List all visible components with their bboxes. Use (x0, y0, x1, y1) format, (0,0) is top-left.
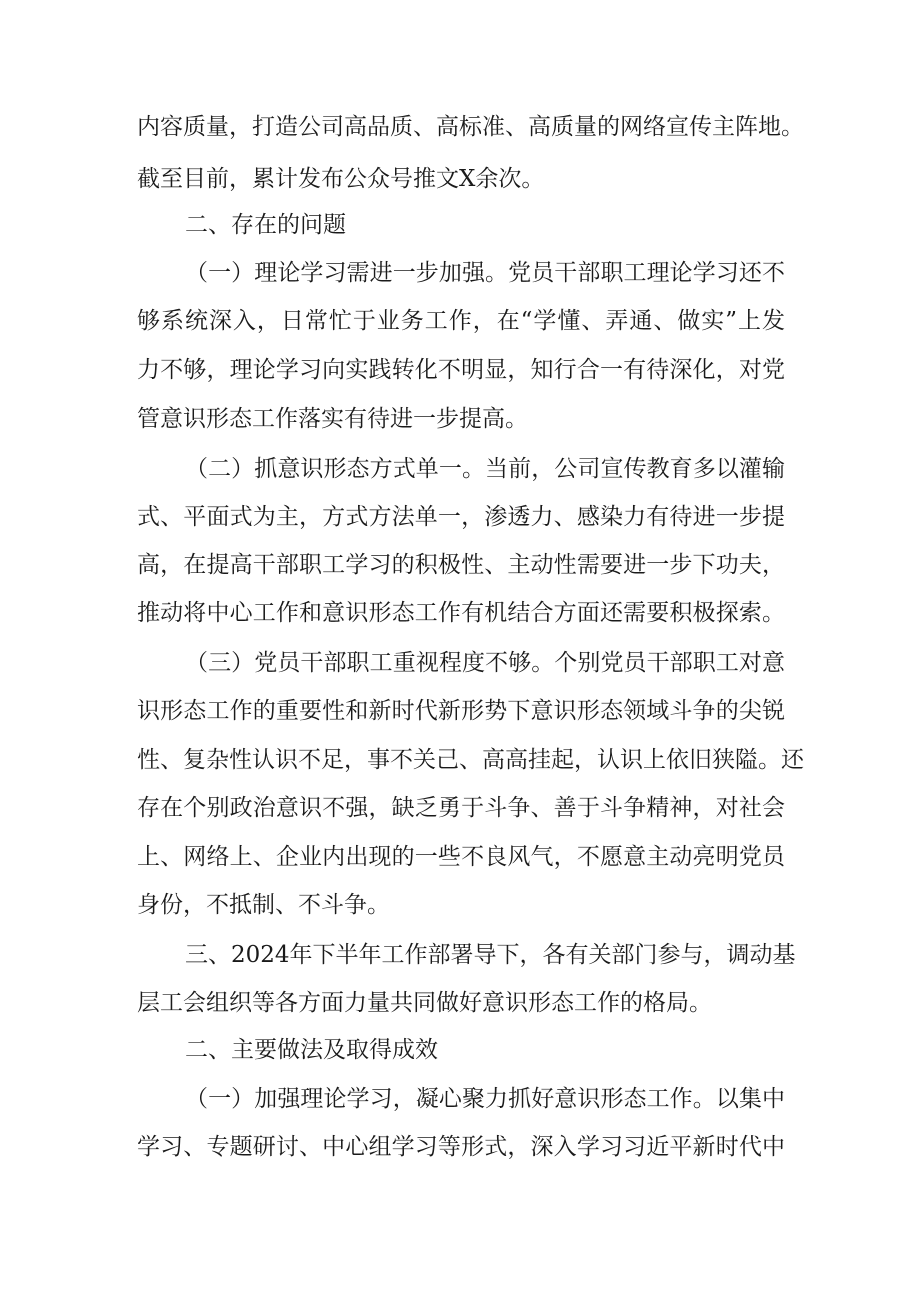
section-heading: 二、存在的问题 (185, 212, 346, 238)
text-line: （一）加强理论学习，凝心聚力抓好意识形态工作。以集中 (185, 1086, 785, 1112)
text-line: 够系统深入，日常忙于业务工作，在“学懂、弄通、做实”上发 (137, 308, 785, 334)
text-line: （一）理论学习需进一步加强。党员干部职工理论学习还不 (185, 260, 785, 286)
text-line: 上、网络上、企业内出现的一些不良风气，不愿意主动亮明党员 (137, 844, 785, 870)
text-line: 力不够，理论学习向实践转化不明显，知行合一有待深化，对党 (137, 357, 785, 383)
text-line: （三）党员干部职工重视程度不够。个别党员干部职工对意 (185, 650, 785, 676)
text-line: 学习、专题研讨、中心组学习等形式，深入学习习近平新时代中 (137, 1134, 785, 1160)
text-line: 存在个别政治意识不强，缺乏勇于斗争、善于斗争精神，对社会 (137, 795, 785, 821)
text-line: 高，在提高干部职工学习的积极性、主动性需要进一步下功夫， (137, 552, 785, 578)
text-line: 性、复杂性认识不足，事不关己、高高挂起，认识上依旧狭隘。还 (137, 747, 804, 773)
text-line: 截至目前，累计发布公众号推文X余次。 (137, 166, 545, 192)
text-line: 式、平面式为主，方式方法单一，渗透力、感染力有待进一步提 (137, 504, 785, 530)
text-line: 内容质量，打造公司高品质、高标准、高质量的网络宣传主阵地。 (137, 114, 804, 140)
text-line: 识形态工作的重要性和新时代新形势下意识形态领域斗争的尖锐 (137, 698, 785, 724)
text-line: 三、2024年下半年工作部署导下，各有关部门参与，调动基 (185, 942, 796, 968)
text-line: 推动将中心工作和意识形态工作有机结合方面还需要积极探索。 (137, 600, 785, 626)
section-heading: 二、主要做法及取得成效 (185, 1037, 438, 1063)
text-line: 身份，不抵制、不斗争。 (137, 892, 390, 918)
text-line: 管意识形态工作落实有待进一步提高。 (137, 406, 528, 432)
text-line: 层工会组织等各方面力量共同做好意识形态工作的格局。 (137, 990, 712, 1016)
text-line: （二）抓意识形态方式单一。当前，公司宣传教育多以灌输 (185, 456, 785, 482)
